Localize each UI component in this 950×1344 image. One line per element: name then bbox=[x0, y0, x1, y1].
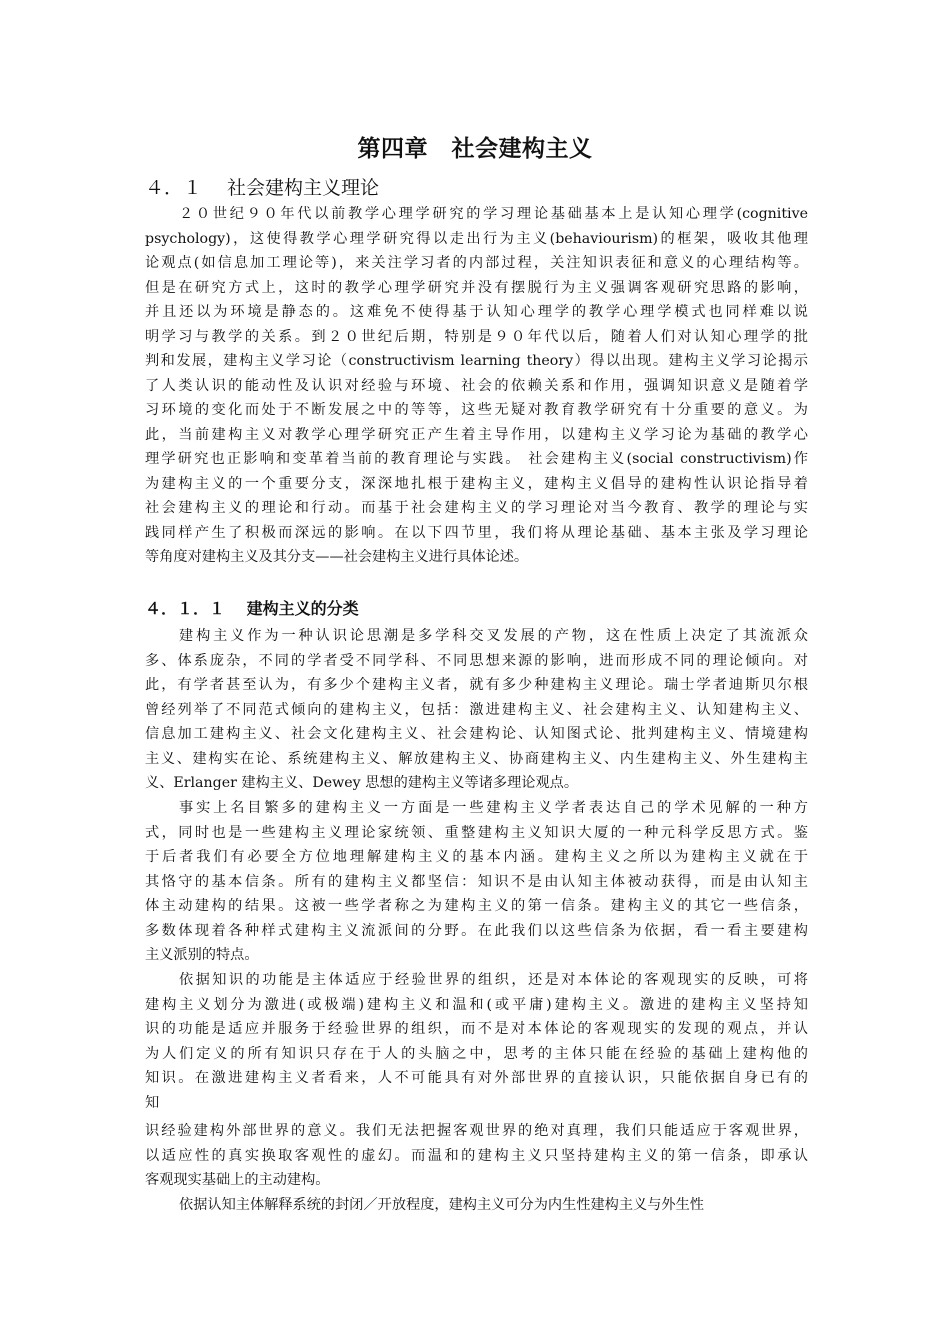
text-line: 识经验建构外部世界的意义。我们无法把握客观世界的绝对真理，我们只能适应于客观世界， bbox=[145, 1123, 808, 1139]
text-line: 了人类认识的能动性及认识对经验与环境、社会的依赖关系和作用，强调知识意义是随着学 bbox=[145, 377, 808, 394]
paragraph bbox=[145, 624, 808, 796]
text-line: 其恪守的基本信条。所有的建构主义都坚信：知识不是由认知主体被动获得，而是由认知主 bbox=[145, 873, 808, 890]
paragraph bbox=[145, 796, 808, 968]
chapter-title: 第四章 社会建构主义 bbox=[357, 136, 593, 162]
text-line: 为人们定义的所有知识只存在于人的头脑之中，思考的主体只能在经验的基础上建构他的 bbox=[145, 1045, 808, 1062]
text-line: 建构主义作为一种认识论思潮是多学科交叉发展的产物，这在性质上决定了其流派众 bbox=[179, 628, 808, 644]
text-line: 知识。在激进建构主义者看来，人不可能具有对外部世界的直接认识，只能依据自身已有的 bbox=[145, 1070, 808, 1086]
paragraph bbox=[145, 968, 808, 1115]
text-line: 多数体现着各种样式建构主义流派间的分野。在此我们以这些信条为依据，看一看主要建构 bbox=[145, 922, 808, 939]
text-line: 为建构主义的一个重要分支，深深地扎根于建构主义，建构主义倡导的建构性认识论指导着 bbox=[145, 475, 808, 492]
paragraph bbox=[145, 202, 808, 570]
text-line: 多、体系庞杂，不同的学者受不同学科、不同思想来源的影响，进而形成不同的理论倾向。对 bbox=[145, 652, 808, 669]
text-line: ２０世纪９０年代以前教学心理学研究的学习理论基础基本上是认知心理学(cognitive bbox=[179, 206, 808, 222]
text-line: 主义派别的特点。 bbox=[145, 947, 259, 963]
text-line: 曾经列举了不同范式倾向的建构主义，包括：激进建构主义、社会建构主义、认知建构主义、 bbox=[145, 701, 808, 718]
text-line: 并且还以为环境是静态的。这难免不使得基于认知心理学的教学心理学模式也同样难以说 bbox=[145, 304, 808, 320]
text-line: 客观现实基础上的主动建构。 bbox=[145, 1172, 330, 1188]
text-line: 识的功能是适应并服务于经验世界的组织，而不是对本体论的客观现实的发现的观点，并认 bbox=[145, 1021, 808, 1037]
text-line: 此，当前建构主义对教学心理学研究正产生着主导作用，以建构主义学习论为基础的教学心 bbox=[145, 426, 808, 443]
text-line: 习环境的变化而处于不断发展之中的等等，这些无疑对教育教学研究有十分重要的意义。为 bbox=[145, 402, 808, 418]
text-line: 判和发展，建构主义学习论（constructivism learning theory）得以出现。建构主义学习论揭示 bbox=[145, 353, 808, 369]
subsection-heading: ４．１．１ 建构主义的分类 bbox=[145, 599, 359, 618]
text-line: 体主动建构的结果。这被一些学者称之为建构主义的第一信条。建构主义的其它一些信条， bbox=[145, 898, 808, 914]
text-line: 式，同时也是一些建构主义理论家统领、重整建构主义知识大厦的一种元科学反思方式。鉴 bbox=[145, 824, 808, 841]
text-line: 以适应性的真实换取客观性的虚幻。而温和的建构主义只坚持建构主义的第一信条，即承认 bbox=[145, 1147, 808, 1164]
section-heading: ４．１ 社会建构主义理论 bbox=[145, 177, 380, 199]
text-line: 等角度对建构主义及其分支——社会建构主义进行具体论述。 bbox=[145, 549, 529, 565]
text-line: 义、Erlanger 建构主义、Dewey 思想的建构主义等诸多理论观点。 bbox=[145, 775, 579, 791]
text-line: 但是在研究方式上，这时的教学心理学研究并没有摆脱行为主义强调客观研究思路的影响， bbox=[145, 279, 808, 296]
text-line: psychology)，这使得教学心理学研究得以走出行为主义(behaviourism)的框架，吸收其他理 bbox=[145, 230, 808, 247]
text-line: 理学研究也正影响和变革着当前的教育理论与实践。 社会建构主义(social constructivism)作 bbox=[145, 451, 808, 467]
text-line: 此，有学者甚至认为，有多少个建构主义者，就有多少种建构主义理论。瑞士学者迪斯贝尔根 bbox=[145, 677, 808, 693]
text-line: 知 bbox=[145, 1094, 160, 1111]
text-line: 主义、建构实在论、系统建构主义、解放建构主义、协商建构主义、内生建构主义、外生建构主 bbox=[145, 750, 808, 767]
text-line: 依据知识的功能是主体适应于经验世界的组织，还是对本体论的客观现实的反映，可将 bbox=[179, 972, 808, 988]
text-line: 信息加工建构主义、社会文化建构主义、社会建构论、认知图式论、批判建构主义、情境建构 bbox=[145, 726, 808, 742]
text-line: 依据认知主体解释系统的封闭／开放程度，建构主义可分为内生性建构主义与外生性 bbox=[179, 1197, 704, 1213]
text-line: 事实上名目繁多的建构主义一方面是一些建构主义学者表达自己的学术见解的一种方 bbox=[179, 800, 808, 816]
text-line: 于后者我们有必要全方位地理解建构主义的基本内涵。建构主义之所以为建构主义就在于 bbox=[145, 849, 808, 865]
paragraph bbox=[145, 1193, 808, 1218]
text-line: 论观点(如信息加工理论等)，来关注学习者的内部过程，关注知识表征和意义的心理结构等。 bbox=[145, 255, 808, 271]
text-line: 建构主义划分为激进(或极端)建构主义和温和(或平庸)建构主义。激进的建构主义坚持知 bbox=[145, 996, 808, 1013]
text-line: 社会建构主义的理论和行动。而基于社会建构主义的学习理论对当今教育、教学的理论与实 bbox=[145, 500, 808, 516]
text-line: 践同样产生了积极而深远的影响。在以下四节里，我们将从理论基础、基本主张及学习理论 bbox=[145, 524, 808, 541]
text-line: 明学习与教学的关系。到２０世纪后期，特别是９０年代以后，随着人们对认知心理学的批 bbox=[145, 328, 808, 345]
paragraph bbox=[145, 1119, 808, 1193]
